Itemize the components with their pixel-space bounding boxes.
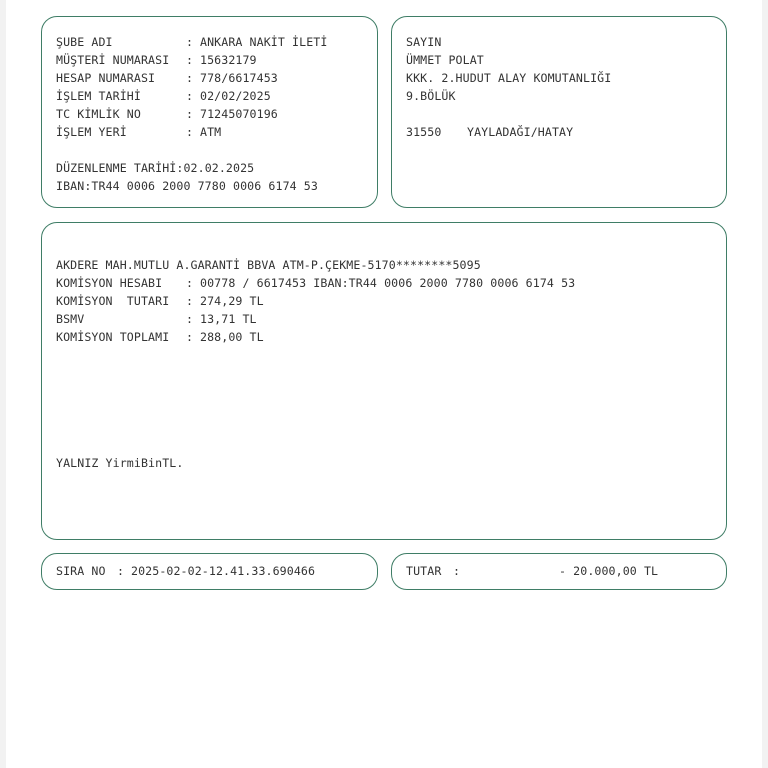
issue-date-label: DÜZENLENME TARİHİ: bbox=[56, 161, 184, 175]
customer-number-label: MÜŞTERİ NUMARASI bbox=[56, 53, 170, 67]
colon: : bbox=[186, 312, 194, 326]
commission-total-value: 288,00 TL bbox=[200, 330, 264, 344]
iban bbox=[56, 177, 318, 195]
commission-account-value: 00778 / 6617453 IBAN:TR44 0006 2000 7780 0006 6174 53 bbox=[200, 276, 576, 290]
serial-number-label: SIRA NO bbox=[56, 564, 106, 578]
recipient-unit: KKK. 2.HUDUT ALAY KOMUTANLIĞI bbox=[406, 71, 612, 85]
transaction-detail-box bbox=[41, 222, 727, 540]
colon: : bbox=[186, 89, 194, 103]
customer-number-value: 15632179 bbox=[200, 53, 257, 67]
account-info-box bbox=[41, 16, 378, 208]
iban-label: IBAN: bbox=[56, 179, 92, 193]
recipient-city: YAYLADAĞI/HATAY bbox=[467, 125, 574, 139]
colon: : bbox=[186, 107, 194, 121]
bsmv-value: 13,71 TL bbox=[200, 312, 257, 326]
amount-in-words: YALNIZ YirmiBinTL. bbox=[56, 456, 184, 470]
colon: : bbox=[186, 276, 194, 290]
commission-total-label: KOMİSYON TOPLAMI bbox=[56, 330, 170, 344]
colon: : bbox=[186, 330, 194, 344]
issue-date bbox=[56, 159, 254, 177]
colon: : bbox=[186, 125, 194, 139]
iban-value: TR44 0006 2000 7780 0006 6174 53 bbox=[91, 179, 318, 193]
issue-date-value: 02.02.2025 bbox=[183, 161, 255, 175]
national-id-label: TC KİMLİK NO bbox=[56, 107, 141, 121]
amount-value: - 20.000,00 TL bbox=[559, 564, 659, 578]
transaction-date-label: İŞLEM TARİHİ bbox=[56, 89, 141, 103]
branch-name-label: ŞUBE ADI bbox=[56, 35, 113, 49]
colon: : bbox=[453, 564, 461, 578]
receipt-page bbox=[6, 0, 762, 768]
serial-number-box bbox=[41, 553, 378, 590]
transaction-description: AKDERE MAH.MUTLU A.GARANTİ BBVA ATM-P.ÇEKME-5170********5095 bbox=[56, 258, 481, 272]
postal-code: 31550 bbox=[406, 125, 442, 139]
colon: : bbox=[186, 35, 194, 49]
recipient-box bbox=[391, 16, 727, 208]
serial-number-value: 2025-02-02-12.41.33.690466 bbox=[131, 564, 316, 578]
colon: : bbox=[117, 564, 125, 578]
transaction-place-value: ATM bbox=[200, 125, 222, 139]
commission-account-label: KOMİSYON HESABI bbox=[56, 276, 163, 290]
account-number-value: 778/6617453 bbox=[200, 71, 278, 85]
amount-label: TUTAR bbox=[406, 564, 442, 578]
colon: : bbox=[186, 53, 194, 67]
national-id-value: 71245070196 bbox=[200, 107, 278, 121]
transaction-place-label: İŞLEM YERİ bbox=[56, 125, 127, 139]
colon: : bbox=[186, 71, 194, 85]
recipient-subunit: 9.BÖLÜK bbox=[406, 89, 456, 103]
recipient-name: ÜMMET POLAT bbox=[406, 53, 484, 67]
colon: : bbox=[186, 294, 194, 308]
account-number-label: HESAP NUMARASI bbox=[56, 71, 156, 85]
salutation: SAYIN bbox=[406, 35, 442, 49]
commission-amount-label: KOMİSYON TUTARI bbox=[56, 294, 170, 308]
branch-name-value: ANKARA NAKİT İLETİ bbox=[200, 35, 328, 49]
amount-box bbox=[391, 553, 727, 590]
bsmv-label: BSMV bbox=[56, 312, 85, 326]
commission-amount-value: 274,29 TL bbox=[200, 294, 264, 308]
transaction-date-value: 02/02/2025 bbox=[200, 89, 271, 103]
